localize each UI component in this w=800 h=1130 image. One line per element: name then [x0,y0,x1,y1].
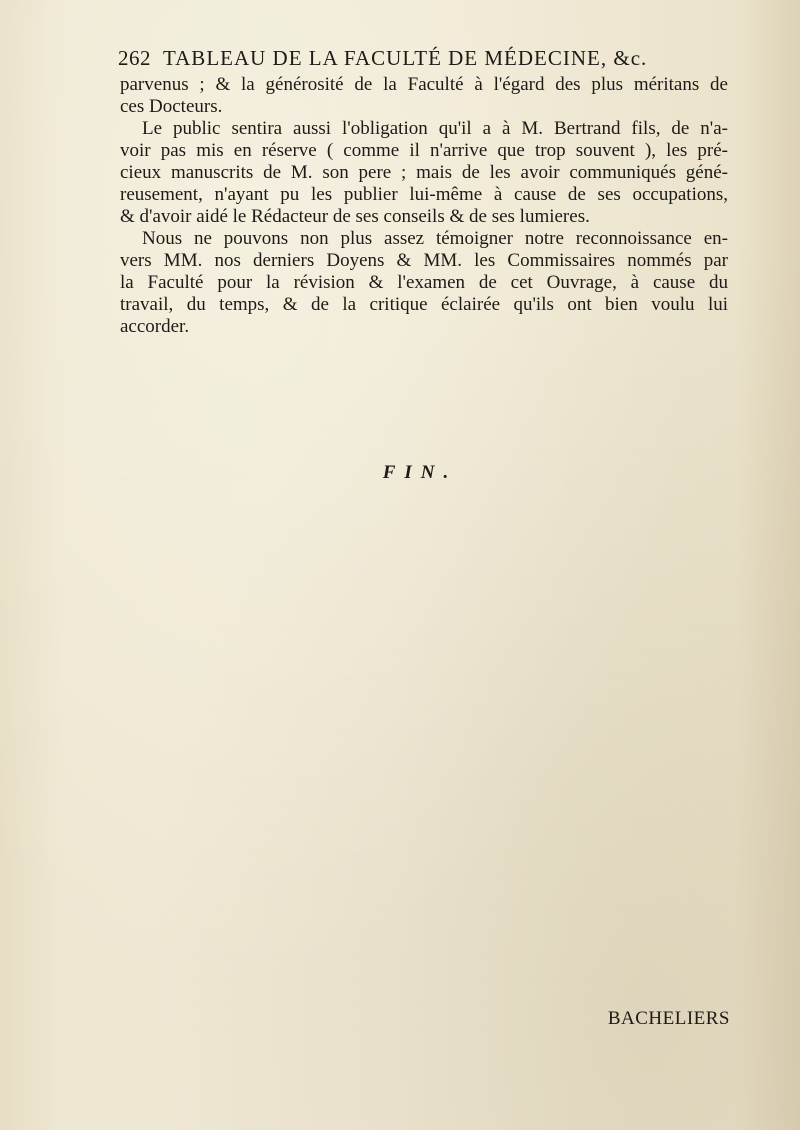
text-line: reusement, n'ayant pu les publier lui-même à cause de ses occupations, [120,184,728,205]
text-line: la Faculté pour la révision & l'examen de cet Ouvrage, à cause du [120,272,728,293]
text-line: ces Docteurs. [120,96,223,117]
text-line: Nous ne pouvons non plus assez témoigner notre reconnoissance en- [142,228,728,249]
page-header [118,46,728,71]
text-line: voir pas mis en réserve ( comme il n'arrive que trop souvent ), les pré- [120,140,728,161]
text-line: travail, du temps, & de la critique éclairée qu'ils ont bien voulu lui [120,294,728,315]
text-line: Le public sentira aussi l'obligation qu'il a à M. Bertrand fils, de n'a- [142,118,728,139]
show-through-texture [120,330,740,1030]
running-title: TABLEAU DE LA FACULTÉ DE MÉDECINE, &c. [163,46,648,70]
text-line: cieux manuscrits de M. son pere ; mais de les avoir communiqués géné- [120,162,728,183]
page-number: 262 [118,46,151,70]
text-line: accorder. [120,316,190,337]
fin-label: FIN. [382,462,458,483]
text-line: & d'avoir aidé le Rédacteur de ses conseils & de ses lumieres. [120,206,590,227]
catchword: BACHELIERS [607,1008,730,1029]
body-text [120,74,728,338]
text-line: parvenus ; & la générosité de la Faculté à l'égard des plus méritans de [120,74,728,95]
text-line: vers MM. nos derniers Doyens & MM. les Commissaires nommés par [120,250,728,271]
